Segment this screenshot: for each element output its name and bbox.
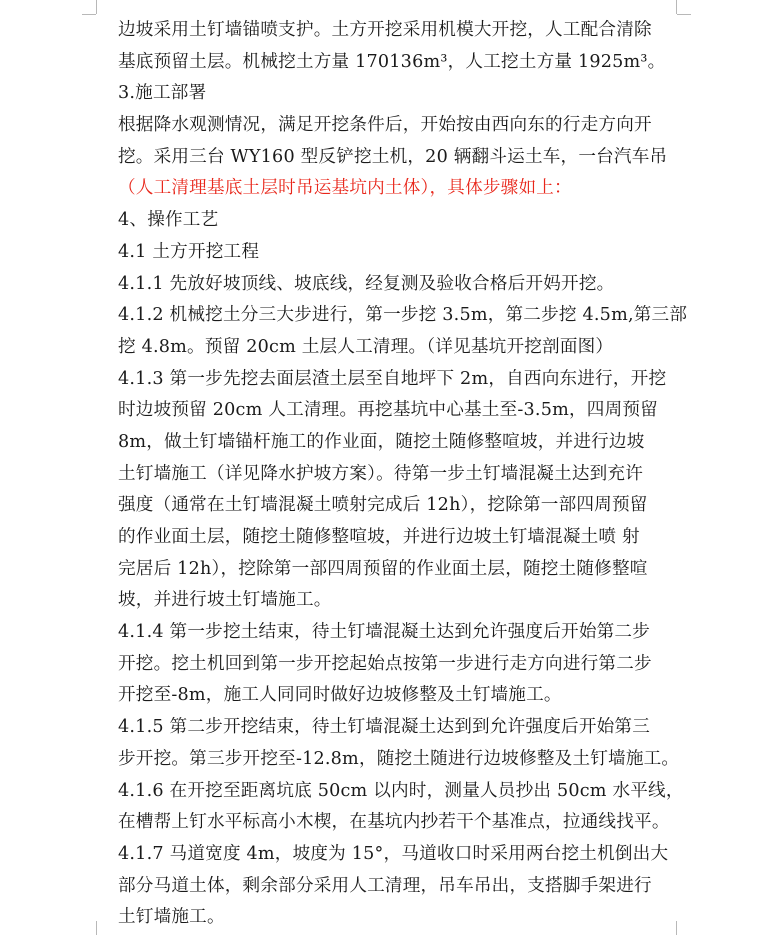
section-heading: 3.施工部署: [118, 83, 207, 104]
text-line: 完居后 12h），挖除第一部四周预留的作业面土层，随挖土随修整喧: [118, 558, 648, 579]
text-line: 的作业面土层，随挖土随修整喧坡，并进行边坡土钉墙混凝土喷 射: [118, 527, 640, 547]
text-line: 4.1.5 第二步开挖结束，待土钉墙混凝土达到到允许强度后开始第三: [118, 717, 650, 738]
text-line: 强度（通常在土钉墙混凝土喷射完成后 12h），挖除第一部四周预留: [118, 495, 648, 516]
crop-mark-top-right: [677, 14, 691, 15]
text-line: 开挖。挖土机回到第一步开挖起始点按第一步进行走方向进行第二步: [118, 653, 652, 674]
document-body: [118, 15, 688, 934]
text-line: 土钉墙施工（详见降水护坡方案）。待第一步土钉墙混凝土达到充许: [118, 463, 644, 484]
highlighted-text-line: （人工清理基底土层时吊运基坑内土体），具体步骤如上：: [118, 178, 572, 199]
text-line: 部分马道土体，剩余部分采用人工清理，吊车吊出，支搭脚手架进行: [118, 875, 652, 896]
crop-mark-bottom-right: [676, 921, 677, 935]
text-line: 土钉墙施工。: [118, 907, 225, 928]
crop-mark-bottom-left: [96, 921, 97, 935]
text-line: 8m，做土钉墙锚杆施工的作业面，随挖土随修整喧坡，并进行边坡: [118, 431, 645, 452]
text-line: 挖。采用三台 WY160 型反铲挖土机，20 辆翻斗运土车，一台汽车吊: [118, 146, 668, 167]
crop-mark-top-right: [676, 0, 677, 14]
section-heading: 4、操作工艺: [118, 210, 219, 231]
text-line: 4.1.7 马道宽度 4m，坡度为 15°，马道收口时采用两台挖土机倒出大: [118, 843, 669, 864]
text-line: 4.1.6 在开挖至距离坑底 50cm 以内时，测量人员抄出 50cm 水平线，: [118, 780, 684, 801]
text-line: 挖 4.8m。预留 20cm 土层人工清理。（详见基坑开挖剖面图）: [118, 336, 614, 357]
text-line: 4.1.3 第一步先挖去面层渣土层至自地坪下 2m，自西向东进行，开挖: [118, 368, 667, 389]
text-line: 开挖至-8m，施工人同同时做好边坡修整及土钉墙施工。: [118, 685, 562, 706]
text-line: 在槽帮上钉水平标高小木楔，在基坑内抄若干个基准点，拉通线找平。: [118, 812, 670, 833]
text-line: 根据降水观测情况，满足开挖条件后，开始按由西向东的行走方向开: [118, 115, 652, 136]
text-line: 4.1.2 机械挖土分三大步进行，第一步挖 3.5m，第二步挖 4.5m,第三部: [118, 305, 688, 326]
crop-mark-top-left: [82, 14, 96, 15]
text-line: 时边坡预留 20cm 人工清理。再挖基坑中心基土至-3.5m，四周预留: [118, 400, 658, 421]
text-line: 基底预留土层。机械挖土方量 170136m³，人工挖土方量 1925m³。: [118, 51, 666, 72]
text-line: 步开挖。第三步开挖至-12.8m，随挖土随进行边坡修整及土钉墙施工。: [118, 748, 680, 769]
subsection-heading: 4.1 土方开挖工程: [118, 241, 260, 262]
text-line: 4.1.4 第一步挖土结束，待土钉墙混凝土达到允许强度后开始第二步: [118, 622, 650, 643]
crop-mark-top-left: [96, 0, 97, 14]
text-line: 边坡采用土钉墙锚喷支护。土方开挖采用机模大开挖，人工配合清除: [118, 20, 652, 40]
text-line: 4.1.1 先放好坡顶线、坡底线，经复测及验收合格后开妈开挖。: [118, 273, 615, 294]
text-line: 坡，并进行坡土钉墙施工。: [118, 590, 332, 611]
